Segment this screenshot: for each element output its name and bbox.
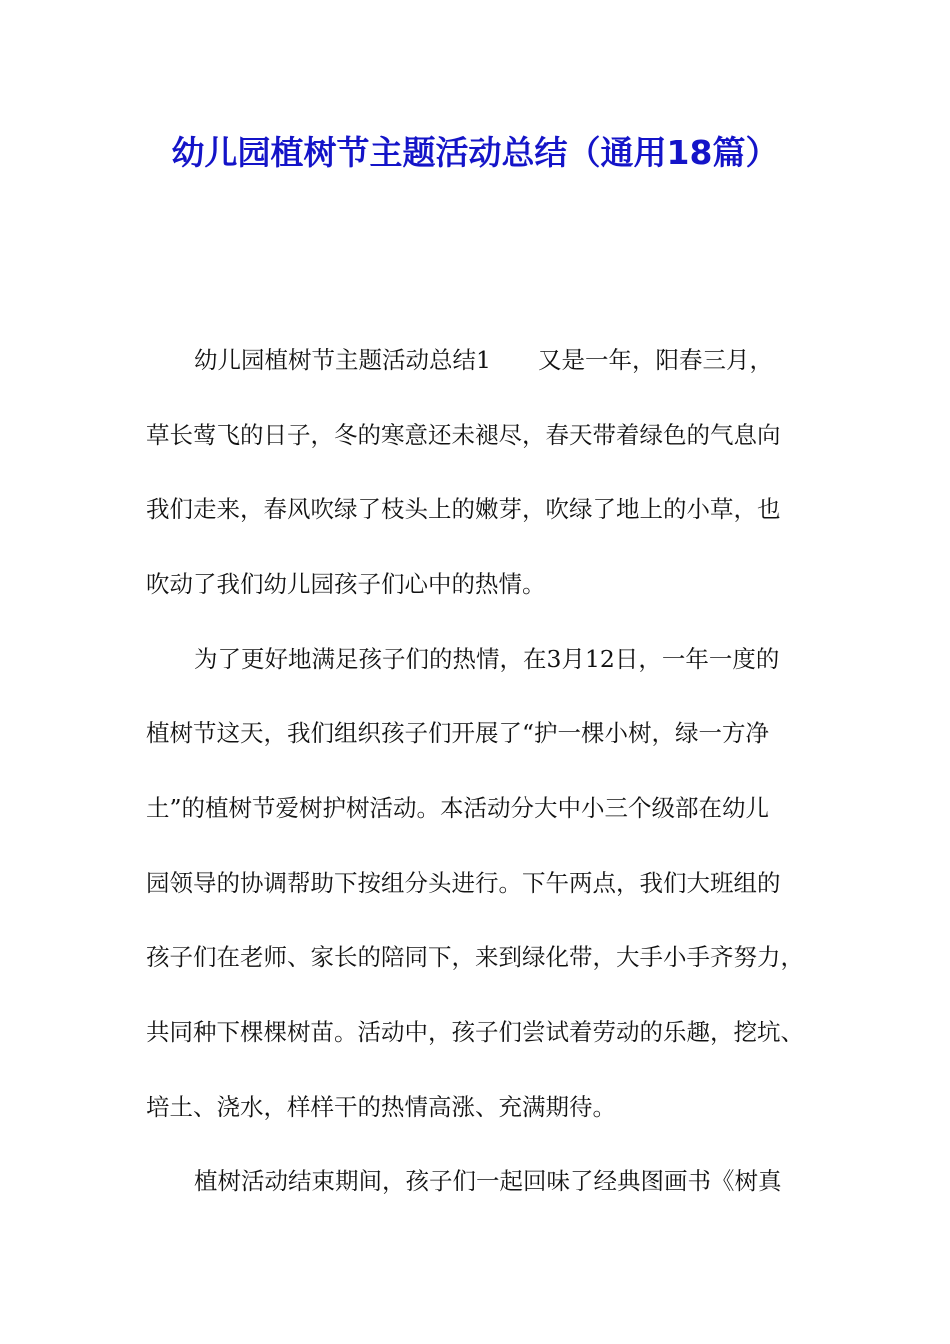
paragraph-line: 土”的植树节爱树护树活动。本活动分大中小三个级部在幼儿 — [146, 794, 770, 822]
paragraph-line: 吹动了我们幼儿园孩子们心中的热情。 — [146, 570, 546, 598]
paragraph-line: 我们走来，春风吹绿了枝头上的嫩芽，吹绿了地上的小草，也 — [146, 495, 781, 523]
paragraph-line: 孩子们在老师、家长的陪同下，来到绿化带，大手小手齐努力， — [146, 943, 804, 971]
paragraph-line: 植树活动结束期间，孩子们一起回味了经典图画书《树真 — [194, 1167, 782, 1195]
paragraph-line: 植树节这天，我们组织孩子们开展了“护一棵小树，绿一方净 — [146, 719, 770, 747]
paragraph-line: 为了更好地满足孩子们的热情，在3月12日，一年一度的 — [194, 645, 780, 673]
paragraph-line: 草长莺飞的日子，冬的寒意还未褪尽，春天带着绿色的气息向 — [146, 421, 781, 449]
paragraph-line: 幼儿园植树节主题活动总结1 又是一年，阳春三月， — [194, 346, 773, 374]
paragraph-line: 共同种下棵棵树苗。活动中，孩子们尝试着劳动的乐趣，挖坑、 — [146, 1018, 804, 1046]
paragraph-line: 培土、浇水，样样干的热情高涨、充满期待。 — [146, 1093, 616, 1121]
paragraph-line: 园领导的协调帮助下按组分头进行。下午两点，我们大班组的 — [146, 869, 781, 897]
document-title: 幼儿园植树节主题活动总结（通用18篇） — [171, 133, 779, 172]
